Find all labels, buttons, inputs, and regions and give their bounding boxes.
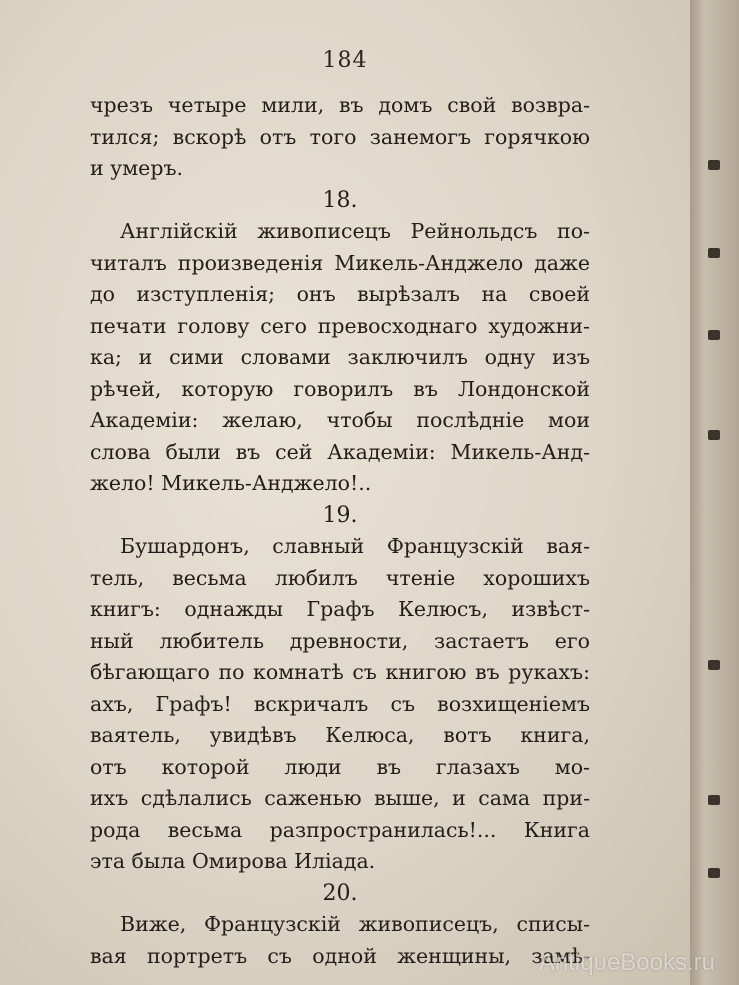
edge-ink-mark	[708, 660, 720, 670]
text-line: Бушардонъ, славный Французскій вая-	[120, 534, 590, 558]
text-line: тился; вскорѣ отъ того занемогъ горячкою	[90, 124, 590, 149]
edge-ink-mark	[708, 795, 720, 805]
section-number: 18.	[322, 187, 358, 213]
text-line: ка; и сими словами заключилъ одну изъ	[90, 345, 590, 369]
text-line: Виже, Французскій живописецъ, списы-	[120, 912, 590, 936]
section-number: 20.	[322, 880, 358, 906]
text-line: читалъ произведенія Микель-Анджело даже	[90, 250, 590, 275]
text-line: Академіи: желаю, чтобы послѣдніе мои	[90, 408, 590, 432]
text-line: ихъ сдѣлались саженью выше, и сама при-	[90, 786, 590, 810]
text-line: ахъ, Графъ! вскричалъ съ возхищеніемъ	[90, 691, 590, 716]
text-line: тель, весьма любилъ чтеніе хорошихъ	[90, 565, 590, 590]
text-line: Англійскій живописецъ Рейнольдсъ по-	[120, 219, 590, 243]
edge-ink-mark	[708, 248, 720, 258]
next-page-edge	[690, 0, 739, 985]
edge-ink-mark	[708, 430, 720, 440]
text-line: до изступленія; онъ вырѣзалъ на своей	[90, 282, 590, 306]
text-line: рѣчей, которую говорилъ въ Лондонской	[90, 376, 590, 401]
page-number: 184	[322, 48, 368, 73]
text-line: бѣгающаго по комнатѣ съ книгою въ рукахъ:	[90, 660, 590, 684]
text-line: слова были въ сей Академіи: Микель-Анд-	[90, 439, 590, 464]
text-line: чрезъ четыре мили, въ домъ свой возвра-	[90, 93, 590, 117]
text-line: эта была Омирова Иліада.	[90, 849, 376, 873]
text-line: жело! Микель-Анджело!..	[90, 471, 372, 495]
text-line: книгъ: однажды Графъ Келюсъ, извѣст-	[90, 597, 590, 621]
watermark: AntiqueBooks.ru	[538, 949, 715, 976]
text-line: рода весьма разпространилась!... Книга	[90, 817, 590, 842]
text-line: отъ которой люди въ глазахъ мо-	[90, 754, 590, 779]
text-line: печати голову сего превосходнаго художни-	[90, 313, 590, 338]
edge-ink-mark	[708, 160, 720, 170]
edge-ink-mark	[708, 330, 720, 340]
section-number: 19.	[322, 502, 358, 528]
page-text	[90, 90, 590, 972]
text-line: вая портретъ съ одной женщины, замѣ-	[90, 943, 590, 968]
text-line: и умеръ.	[90, 156, 184, 180]
edge-ink-mark	[708, 868, 720, 878]
text-line: ваятель, увидѣвъ Келюса, вотъ книга,	[90, 723, 590, 747]
text-line: ный любитель древности, застаетъ его	[90, 628, 590, 653]
